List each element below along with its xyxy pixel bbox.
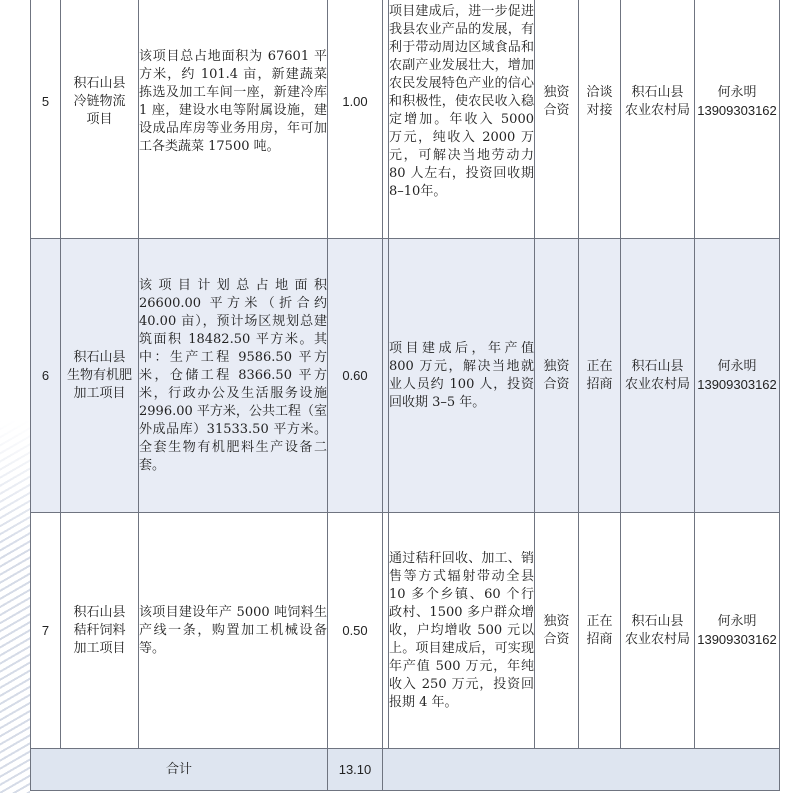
- contact-phone: 13909303162: [697, 376, 777, 392]
- cell-responsible-unit: 积石山县 农业农村局: [621, 239, 695, 513]
- table-row: [31, 0, 780, 239]
- cell-responsible-unit: 积石山县 农业农村局: [621, 513, 695, 749]
- progress-text: 洽谈对接: [586, 84, 613, 118]
- cell-benefit: 项目建成后，年产值 800 万元，解决当地就业人员约 100 人，投资回收期 3–5 年。: [389, 239, 535, 513]
- cell-no: 6: [31, 239, 61, 513]
- cell-no: 7: [31, 513, 61, 749]
- cell-progress: [579, 0, 621, 239]
- cell-progress: [579, 513, 621, 749]
- table-row: [31, 513, 780, 749]
- cell-description: 该项目计划总占地面积 26600.00 平方米（折合约 40.00 亩），预计场区规划总建筑面积 18482.50 平方米。其中：生产工程 9586.50 平方米，仓储工程 8366.50 平方米，行政办公及生活服务设施 2996.00 平方米，公共工程（室外成品库）31533.50 平方米。全套生物有机肥料生产设备二套。: [139, 239, 328, 513]
- cell-description: 该项目建设年产 5000 吨饲料生产线一条，购置加工机械设备等。: [139, 513, 328, 749]
- cell-project-name: 积石山县 秸秆饲料 加工项目: [61, 513, 139, 749]
- cell-investment: 1.00: [328, 0, 383, 239]
- cell-project-name: 积石山县 冷链物流 项目: [61, 0, 139, 239]
- cell-cooperation-mode: [535, 239, 579, 513]
- cell-investment: 0.50: [328, 513, 383, 749]
- decorative-stripes: [0, 420, 30, 793]
- cell-project-name: 积石山县 生物有机肥 加工项目: [61, 239, 139, 513]
- cell-investment: 0.60: [328, 239, 383, 513]
- cell-responsible-unit: 积石山县 农业农村局: [621, 0, 695, 239]
- cell-description: 该项目总占地面积为 67601 平方米，约 101.4 亩，新建蔬菜拣选及加工车间一座，新建冷库 1 座，建设水电等附属设施，建设成品库房等业务用房，年可加工各类蔬菜 17500 吨。: [139, 0, 328, 239]
- cell-no: 5: [31, 0, 61, 239]
- cell-benefit: 通过秸秆回收、加工、销售等方式辐射带动全县 10 多个乡镇、60 个行政村、1500 多户群众增收，户均增收 500 元以上。项目建成后，可实现年产值 500 万元，年纯收入 250 万元，投资回报期 4 年。: [389, 513, 535, 749]
- table-row: [31, 239, 780, 513]
- total-label: 合计: [31, 749, 328, 791]
- total-empty-cell: [383, 749, 780, 791]
- contact-phone: 13909303162: [697, 631, 777, 647]
- contact-name: 何永明: [717, 358, 757, 374]
- cell-progress: [579, 239, 621, 513]
- cell-benefit: 项目建成后，进一步促进我县农业产品的发展，有利于带动周边区域食品和农副产业发展壮大，增加农民发展特色产业的信心和积极性，使农民收入稳定增加。年收入 5000 万元，纯收入 2000 万元，可解决当地劳动力 80 人左右，投资回收期 8–10年。: [389, 0, 535, 239]
- project-table: [30, 0, 780, 791]
- mode-text: 独资合资: [543, 84, 570, 118]
- cell-cooperation-mode: [535, 0, 579, 239]
- cell-contact: [695, 0, 780, 239]
- mode-text: 独资合资: [543, 613, 570, 647]
- cell-cooperation-mode: [535, 513, 579, 749]
- contact-name: 何永明: [717, 613, 757, 629]
- mode-text: 独资合资: [543, 358, 570, 392]
- progress-text: 正在招商: [586, 358, 613, 392]
- total-row: [31, 749, 780, 791]
- contact-name: 何永明: [717, 84, 757, 100]
- total-amount: 13.10: [328, 749, 383, 791]
- progress-text: 正在招商: [586, 613, 613, 647]
- cell-contact: [695, 513, 780, 749]
- contact-phone: 13909303162: [697, 102, 777, 118]
- cell-contact: [695, 239, 780, 513]
